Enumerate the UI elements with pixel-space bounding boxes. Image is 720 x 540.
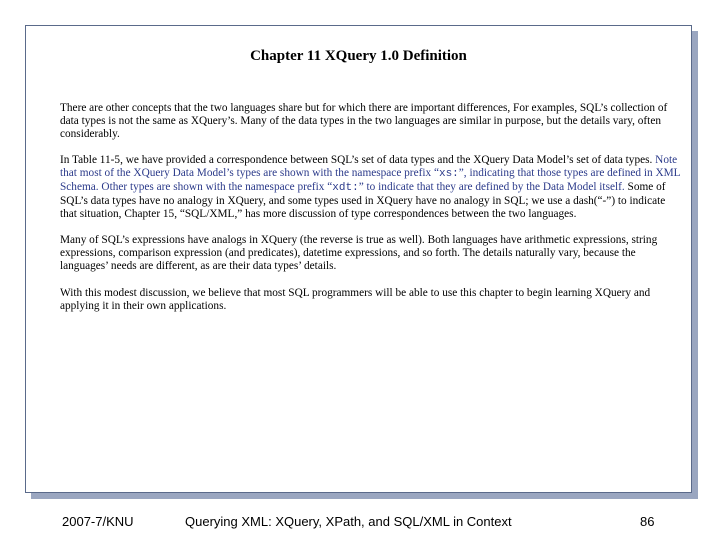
note-part-3: ” to indicate that they are defined by the Data Model itself. <box>358 180 625 193</box>
xs-prefix: xs: <box>438 168 459 181</box>
footer-page-number: 86 <box>640 514 655 529</box>
footer-course-title: Querying XML: XQuery, XPath, and SQL/XML in Context <box>185 514 512 529</box>
slide-title: Chapter 11 XQuery 1.0 Definition <box>250 48 467 64</box>
paragraph-1: There are other concepts that the two languages share but for which there are important differences, For examples, SQL’s collection of data types is not the same as XQuery’s. Many of the data types in the two languages are similar in purpose, but the details vary, often considerably. <box>60 102 668 140</box>
paragraph-4: With this modest discussion, we believe that most SQL programmers will be able to use this chapter to begin learning XQuery and applying it in their own applications. <box>60 286 651 312</box>
xdt-prefix: xdt: <box>332 181 359 194</box>
paragraph-2 <box>60 154 682 220</box>
note-part-1: Note that most of the XQuery Data Model’s types are shown with the namespace prefix “ <box>60 154 678 180</box>
paragraph-2-rest: Some of SQL’s data types have no analogy in XQuery, and some types used in XQuery have no analogy in SQL; we use a dash(“-”) to indicate that situation, Chapter 15, “SQL/XML,” has more discussion of type correspondences between the two languages. <box>60 180 666 220</box>
paragraph-2-intro: In Table 11-5, we have provided a correspondence between SQL’s set of data types and the XQuery Data Model’s set of data types. <box>60 154 653 167</box>
footer-date: 2007-7/KNU <box>62 514 134 529</box>
note-part-2: ”, indicating that those types are defined in XML Schema. Other types are shown with the namespace prefix “ <box>60 167 681 193</box>
paragraph-3: Many of SQL’s expressions have analogs in XQuery (the reverse is true as well). Both languages have arithmetic expressions, string expressions, comparison expression (and predicates), datetime expressions, and so forth. The details naturally vary, because the languages’ needs are different, as are their data types’ details. <box>60 234 658 272</box>
slide-body <box>60 102 682 326</box>
slide-frame <box>25 25 692 493</box>
